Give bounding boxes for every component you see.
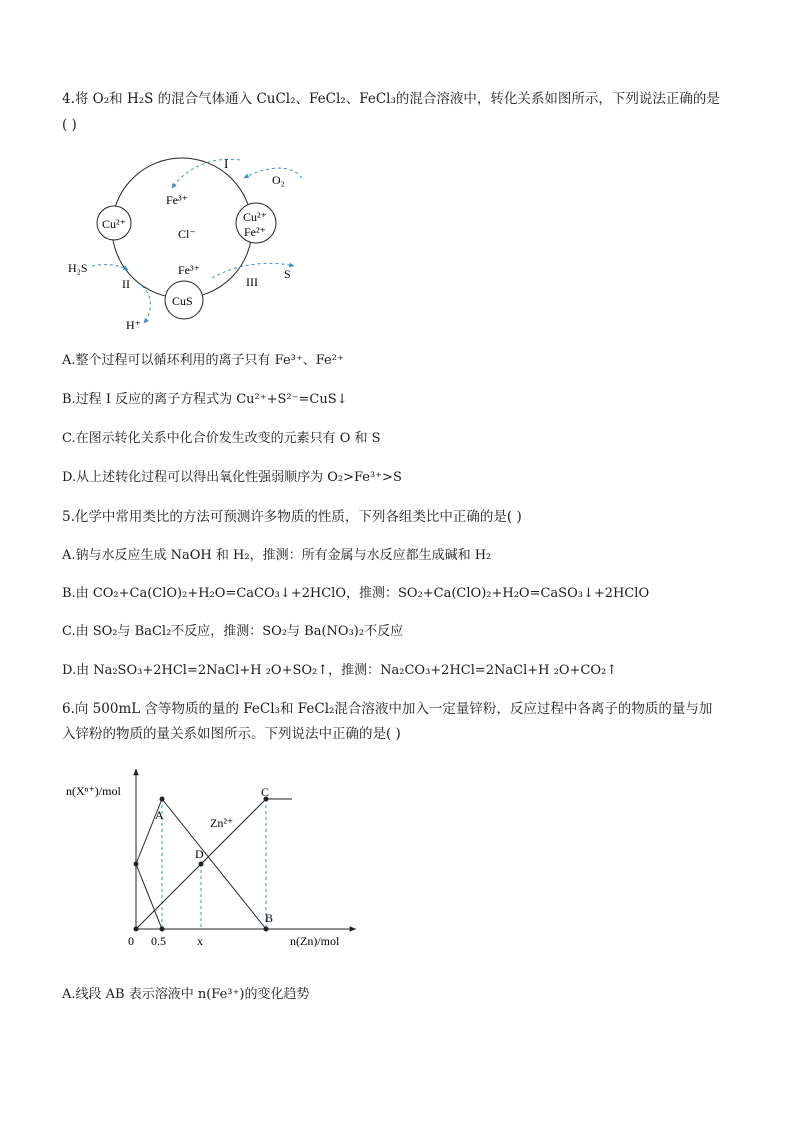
fe3-top-arrow [172,159,240,188]
chart-xlabel: n(Zn)/mol [290,934,340,948]
q6-chart [62,765,362,950]
series-line-3 [136,864,162,929]
q5-option-c: C.由 SO₂与 BaCl₂不反应，推测：SO₂与 Ba(NO₃)₂不反应 [62,624,404,639]
roman-3-label: III [246,275,258,289]
cus-label: CuS [172,294,193,308]
h2s-label: H₂S [68,261,88,275]
cu-left-label: Cu²⁺ [102,217,126,231]
cl-label: Cl⁻ [178,227,196,241]
q5-option-d: D.由 Na₂SO₃+2HCl=2NaCl+H ₂O+SO₂↑，推测：Na₂CO₃+2HCl=2NaCl+H ₂O+CO₂↑ [62,663,618,678]
fe3-top-label: Fe³⁺ [166,193,188,207]
data-point-1 [160,797,165,802]
fe2-right-label: Fe²⁺ [244,225,266,239]
o2-label: O₂ [272,173,285,187]
q5-option-a: A.钠与水反应生成 NaOH 和 H₂，推测：所有金属与水反应都生成碱和 H₂ [62,548,492,563]
q6-option-a: A.线段 AB 表示溶液中 n(Fe³⁺)的变化趋势 [62,987,310,1002]
q4-option-a: A.整个过程可以循环利用的离子只有 Fe³⁺、Fe²⁺ [62,353,344,368]
q5-stem: 5.化学中常用类比的方法可预测许多物质的性质，下列各组类比中正确的是( ) [62,509,522,525]
q4-stem-line2: ( ) [62,117,77,133]
data-point-5 [160,927,165,932]
roman-1-label: I [224,156,229,171]
chart-point-d-label: D [195,847,204,861]
q4-option-b: B.过程 I 反应的离子方程式为 Cu²⁺+S²⁻=CuS↓ [62,392,348,407]
h-plus-arrow [142,286,151,323]
q6-stem-line1: 6.向 500mL 含等物质的量的 FeCl₃和 FeCl₂混合溶液中加入一定量锌粉，反应过程中各离子的物质的量与加 [62,701,713,717]
roman-2-label: II [122,277,130,291]
data-point-0 [134,862,139,867]
q5-option-b: B.由 CO₂+Ca(ClO)₂+H₂O=CaCO₃↓+2HClO，推测：SO₂+Ca(ClO)₂+H₂O=CaSO₃↓+2HClO [62,586,650,601]
chart-tick-half-label: 0.5 [151,934,166,948]
chart-zn2-label: Zn²⁺ [210,816,234,830]
q6-stem-line2: 入锌粉的物质的量关系如图所示。下列说法中正确的是( ) [62,726,401,742]
cu-right-label: Cu²⁺ [243,210,267,224]
chart-point-b-label: B [265,911,274,925]
chart-ylabel: n(Xⁿ⁺)/mol [66,784,121,798]
q4-option-d: D.从上述转化过程可以得出氧化性强弱顺序为 O₂>Fe³⁺>S [62,470,402,485]
fe3-bottom-label: Fe³⁺ [178,263,200,277]
data-point-6 [134,927,139,932]
data-point-4 [264,927,269,932]
chart-tick-x-label: x [197,934,203,948]
q4-stem-line1: 4.将 O₂和 H₂S 的混合气体通入 CuCl₂、FeCl₂、FeCl₃的混合溶液中，转化关系如图所示，下列说法正确的是 [62,91,720,107]
s-label: S [284,267,291,281]
chart-origin-label: 0 [128,934,134,948]
chart-point-a-label: A [155,808,164,822]
h-plus-label: H⁺ [126,318,141,332]
q4-option-c: C.在图示转化关系中化合价发生改变的元素只有 O 和 S [62,431,381,446]
q4-cycle-diagram [62,148,322,338]
chart-point-c-label: C [261,785,270,799]
data-point-2 [199,862,204,867]
